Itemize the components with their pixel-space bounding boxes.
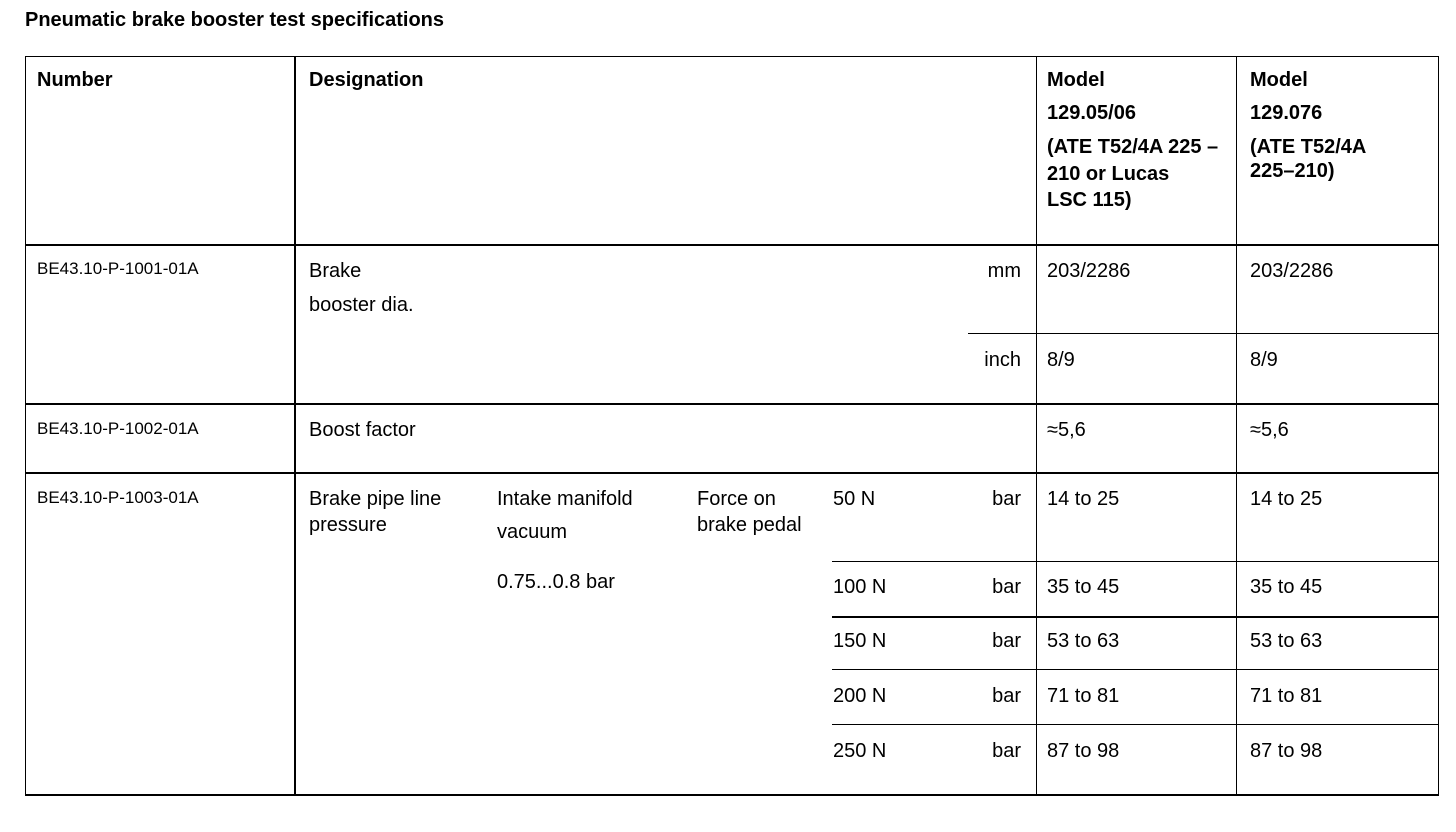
row1-inch-model2: 8/9 bbox=[1250, 349, 1278, 371]
row3-sub-separator-3 bbox=[832, 669, 1439, 670]
col-separator-number bbox=[294, 56, 296, 796]
header-model1-label: Model bbox=[1047, 69, 1105, 91]
table-border-left bbox=[25, 56, 26, 796]
table-border-right bbox=[1438, 56, 1439, 796]
row2-model1: ≈5,6 bbox=[1047, 419, 1086, 441]
row3-force-50: 50 N bbox=[833, 488, 876, 510]
row3-designation-2: pressure bbox=[309, 514, 387, 536]
row3-intake-2: vacuum bbox=[497, 521, 568, 543]
row3-sub-separator-4 bbox=[832, 724, 1439, 725]
row3-number: BE43.10-P-1003-01A bbox=[37, 488, 199, 507]
row3-force-100: 100 N bbox=[833, 576, 887, 598]
row3-50-model1: 14 to 25 bbox=[1047, 488, 1120, 510]
header-number: Number bbox=[37, 69, 113, 91]
page-title: Pneumatic brake booster test specifications bbox=[25, 9, 445, 31]
row3-150-model2: 53 to 63 bbox=[1250, 630, 1323, 652]
header-model2-label: Model bbox=[1250, 69, 1308, 91]
row1-unit-inch: inch bbox=[984, 349, 1021, 371]
row3-unit-50: bar bbox=[992, 488, 1021, 510]
row3-unit-200: bar bbox=[992, 685, 1021, 707]
row3-designation-1: Brake pipe line bbox=[309, 488, 442, 510]
table-border-top bbox=[25, 56, 1439, 57]
row1-separator bbox=[25, 403, 1439, 405]
header-designation: Designation bbox=[309, 69, 424, 91]
header-model1-desc-3: LSC 115) bbox=[1047, 189, 1132, 211]
row1-sub-separator bbox=[968, 333, 1439, 334]
row3-100-model2: 35 to 45 bbox=[1250, 576, 1323, 598]
row3-100-model1: 35 to 45 bbox=[1047, 576, 1120, 598]
row1-designation-1: Brake bbox=[309, 260, 362, 282]
row2-model2: ≈5,6 bbox=[1250, 419, 1289, 441]
row3-sub-separator-1 bbox=[832, 561, 1439, 562]
row3-200-model1: 71 to 81 bbox=[1047, 685, 1120, 707]
header-separator bbox=[25, 244, 1439, 246]
row1-designation-2: booster dia. bbox=[309, 294, 414, 316]
row3-force-1: Force on bbox=[697, 488, 776, 510]
row3-150-model1: 53 to 63 bbox=[1047, 630, 1120, 652]
row3-250-model2: 87 to 98 bbox=[1250, 740, 1323, 762]
row3-sub-separator-2 bbox=[832, 616, 1439, 618]
row3-200-model2: 71 to 81 bbox=[1250, 685, 1323, 707]
row3-250-model1: 87 to 98 bbox=[1047, 740, 1120, 762]
header-model1-desc-2: 210 or Lucas bbox=[1047, 163, 1170, 185]
col-separator-model2 bbox=[1236, 56, 1237, 796]
table-border-bottom bbox=[25, 794, 1439, 796]
row3-50-model2: 14 to 25 bbox=[1250, 488, 1323, 510]
row1-mm-model2: 203/2286 bbox=[1250, 260, 1334, 282]
row1-number: BE43.10-P-1001-01A bbox=[37, 259, 199, 278]
row3-unit-250: bar bbox=[992, 740, 1021, 762]
row1-inch-model1: 8/9 bbox=[1047, 349, 1075, 371]
row3-unit-100: bar bbox=[992, 576, 1021, 598]
header-model1-number: 129.05/06 bbox=[1047, 102, 1136, 124]
row3-intake-3: 0.75...0.8 bar bbox=[497, 571, 615, 593]
row1-unit-mm: mm bbox=[987, 260, 1021, 282]
header-model1-desc-1: (ATE T52/4A 225 – bbox=[1047, 136, 1219, 158]
row3-force-250: 250 N bbox=[833, 740, 887, 762]
row2-designation: Boost factor bbox=[309, 419, 416, 441]
row3-force-150: 150 N bbox=[833, 630, 887, 652]
header-model2-number: 129.076 bbox=[1250, 102, 1323, 124]
header-model2-desc-2: 225–210) bbox=[1250, 160, 1335, 182]
row2-separator bbox=[25, 472, 1439, 474]
header-model2-desc-1: (ATE T52/4A bbox=[1250, 136, 1367, 158]
row3-force-200: 200 N bbox=[833, 685, 887, 707]
row1-mm-model1: 203/2286 bbox=[1047, 260, 1131, 282]
row2-number: BE43.10-P-1002-01A bbox=[37, 419, 199, 438]
col-separator-model1 bbox=[1036, 56, 1037, 796]
row3-intake-1: Intake manifold bbox=[497, 488, 633, 510]
row3-unit-150: bar bbox=[992, 630, 1021, 652]
row3-force-2: brake pedal bbox=[697, 514, 802, 536]
